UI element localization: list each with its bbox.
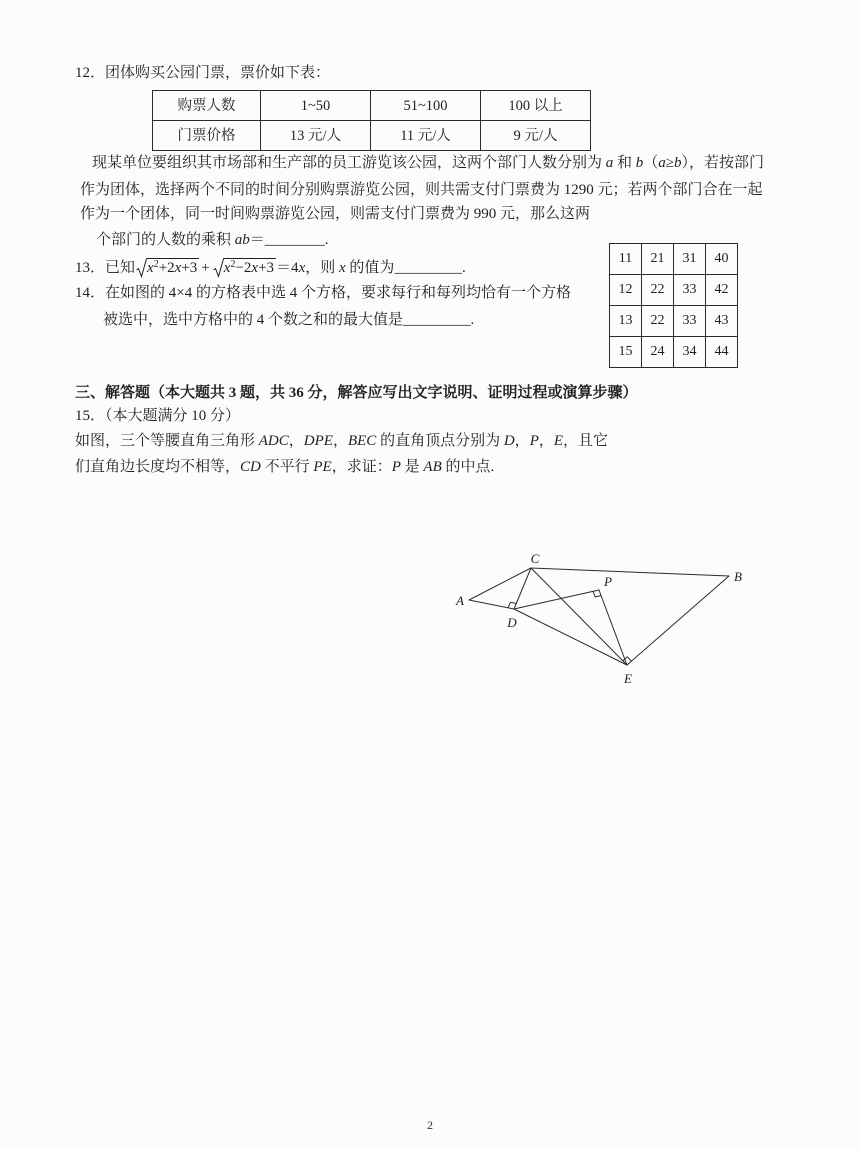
grid-cell: 31 [674,244,706,275]
q12-text-line: 作为团体，选择两个不同的时间分别购票游览公园，则共需支付门票费为 1290 元；若两个部门合在一起 [80,182,763,198]
grid-row [610,275,738,306]
label-c: C [530,551,540,566]
grid-cell: 24 [642,337,674,368]
text-segment: 个部门的人数的乘积 [96,232,235,248]
grid-cell: 12 [610,275,642,306]
math-variable: x [223,260,231,276]
math-variable: PE [313,459,332,475]
label-b: B [734,569,742,584]
math-variable: ADC [258,433,289,449]
q12-text-line [96,230,329,250]
price-table-cell: 购票人数 [153,91,261,121]
math-variable: ab [234,232,250,248]
exponent: 2 [230,259,236,270]
radical-expression [136,258,199,278]
text-segment: ，则 [305,260,339,276]
label-e: E [624,671,632,686]
text-segment: +2 [158,260,175,276]
math-variable: x [251,260,259,276]
answer-blank: ________ [264,232,325,248]
answer-blank: _________ [403,312,471,328]
segment-dp [514,590,599,609]
q12-stem: 12．团体购买公园门票，票价如下表： [75,65,331,81]
text-segment: 被选中，选中方格中的 4 个数之和的最大值是 [103,312,404,328]
math-variable: P [391,459,401,475]
math-operator: ≥ [665,155,675,171]
grid-cell: 13 [610,306,642,337]
text-segment: 们直角边长度均不相等， [75,459,241,475]
text-segment: 不平行 [260,459,314,475]
exponent: 2 [153,259,159,270]
radical-sign-icon [136,258,147,278]
grid-cell: 11 [610,244,642,275]
grid-cell: 15 [610,337,642,368]
math-variable: a [605,155,614,171]
grid-cell: 22 [642,306,674,337]
math-variable: D [503,433,515,449]
text-segment: 的值为 [345,260,395,276]
text-segment: ，求证： [331,459,392,475]
price-table-row [153,91,591,121]
price-table-cell: 门票价格 [153,121,261,151]
text-segment: 现某单位要组织其市场部和生产部的员工游览该公园，这两个部门人数分别为 [92,155,606,171]
price-table-cell: 1~50 [261,91,371,121]
q15-text-line [75,457,494,477]
grid-row [610,337,738,368]
math-variable: P [529,433,539,449]
q14-text-line [103,310,474,330]
math-variable: E [553,433,564,449]
math-variable: DPE [303,433,333,449]
q12-text-line: 作为一个团体，同一时间购票游览公园，则需支付门票费为 990 元，那么这两 [80,206,591,222]
text-segment: 的中点. [441,459,495,475]
text-segment: ， [514,433,530,449]
math-variable: b [635,155,644,171]
grid-cell: 43 [706,306,738,337]
math-operator: + [201,260,210,276]
text-segment: 如图，三个等腰直角三角形 [75,433,259,449]
q14-text-line: 14．在如图的 4×4 的方格表中选 4 个方格，要求每行和每列均恰有一个方格 [75,285,571,301]
segment-cb [531,568,729,576]
text-segment: ），若按部门 [681,155,765,171]
grid-cell: 42 [706,275,738,306]
grid-cell: 40 [706,244,738,275]
text-segment: 的直角顶点分别为 [376,433,504,449]
segment-de [514,609,627,665]
grid-cell: 33 [674,275,706,306]
math-variable: x [147,260,154,276]
segment-cd [514,568,531,609]
text-segment: −2 [235,260,252,276]
text-segment: 是 [400,459,424,475]
price-table-cell: 11 元/人 [371,121,481,151]
text-segment: . [470,312,475,328]
q15-text-line [75,431,608,451]
grid-cell: 33 [674,306,706,337]
text-segment: ， [538,433,554,449]
q13-prefix: 13．已知 [75,260,136,276]
text-segment: . [324,232,329,248]
text-segment: （ [643,155,659,171]
figure-labels [455,551,742,686]
text-segment: +3 [258,260,275,276]
text-segment: . [461,260,466,276]
grid-row [610,306,738,337]
grid-cell: 21 [642,244,674,275]
price-table [152,90,591,151]
grid-cell: 22 [642,275,674,306]
math-variable: b [674,155,682,171]
math-variable: AB [423,459,442,475]
answer-blank: _________ [394,260,462,276]
price-table-cell: 100 以上 [481,91,591,121]
page-number: 2 [427,1118,433,1132]
text-segment: ， [288,433,304,449]
price-table-cell: 13 元/人 [261,121,371,151]
math-variable: a [658,155,666,171]
q12-text-line [92,153,764,173]
text-segment: 和 [613,155,636,171]
text-segment: ，且它 [563,433,609,449]
grid-row [610,244,738,275]
math-variable: x [174,260,182,276]
text-segment: ， [332,433,348,449]
segment-ad [469,600,514,609]
segment-ac [469,568,531,600]
number-grid-4x4 [609,243,738,368]
radicand [147,258,199,276]
segment-be [627,576,729,665]
text-segment: ＝4 [276,260,299,276]
math-variable: x [339,260,346,276]
price-table-cell: 51~100 [371,91,481,121]
price-table-cell: 9 元/人 [481,121,591,151]
math-variable: BEC [347,433,377,449]
price-table-row [153,121,591,151]
text-segment: +3 [181,260,198,276]
label-p: P [604,574,612,589]
q13-line [75,258,466,278]
q15-head: 15．（本大题满分 10 分） [75,408,241,424]
math-variable: x [298,260,306,276]
geometry-figure [440,540,760,690]
math-operator: ＝ [249,232,265,248]
label-a: A [456,593,464,608]
grid-cell: 34 [674,337,706,368]
radicand [224,258,276,276]
section-heading: 三、解答题（本大题共 3 题，共 36 分，解答应写出文字说明、证明过程或演算步骤） [75,385,638,401]
segment-ce [531,568,627,665]
radical-expression [213,258,276,278]
grid-cell: 44 [706,337,738,368]
math-variable: CD [240,459,261,475]
label-d: D [507,615,517,630]
radical-sign-icon [213,258,224,278]
